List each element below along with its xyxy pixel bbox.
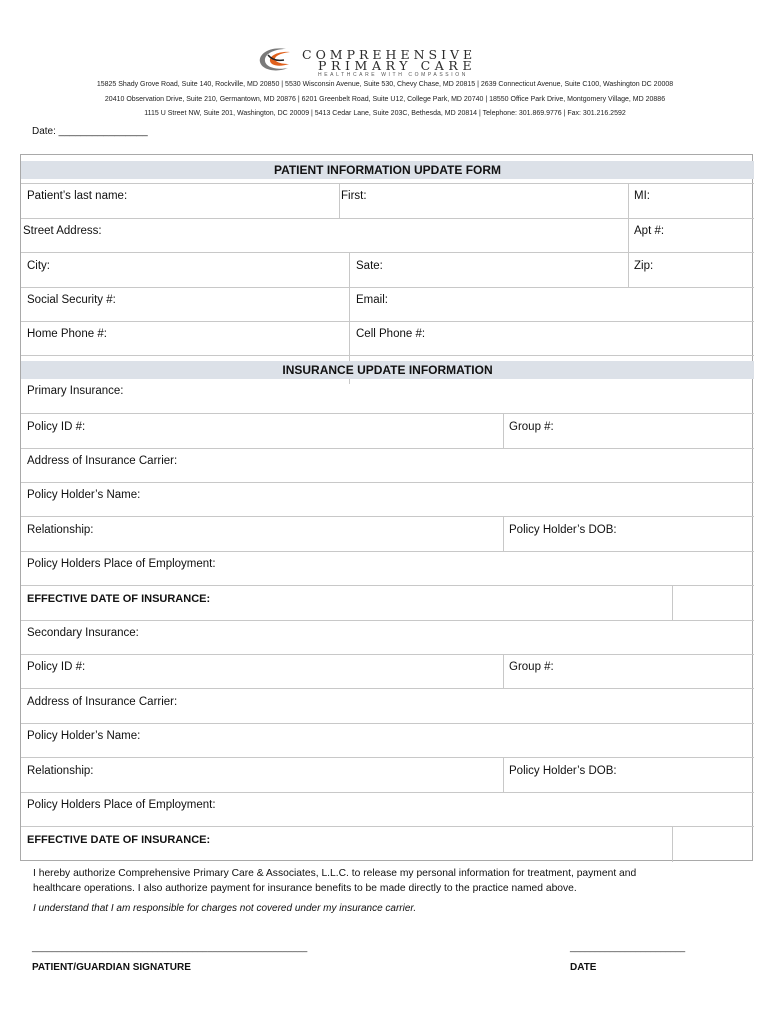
state-field[interactable]: Sate: <box>356 260 383 272</box>
secondary-group-field[interactable]: Group #: <box>509 661 554 673</box>
secondary-employment-field[interactable]: Policy Holders Place of Employment: <box>27 799 216 811</box>
secondary-relationship-field[interactable]: Relationship: <box>27 765 94 777</box>
authorization-text-line2: healthcare operations. I also authorize payment for insurance benefits to be made directly to the practice named above. <box>33 883 577 894</box>
responsibility-statement: I understand that I am responsible for charges not covered under my insurance carrier. <box>33 903 417 914</box>
secondary-carrier-address-field[interactable]: Address of Insurance Carrier: <box>27 696 178 708</box>
street-address-field[interactable]: Street Address: <box>23 225 102 237</box>
signature-date-line[interactable]: _______________________ <box>570 942 686 952</box>
zip-field[interactable]: Zip: <box>634 260 654 272</box>
signature-date-label: DATE <box>570 962 597 973</box>
primary-employment-field[interactable]: Policy Holders Place of Employment: <box>27 558 216 570</box>
address-line-2: 20410 Observation Drive, Suite 210, Germantown, MD 20876 | 6201 Greenbelt Road, Suite U12, College Park, MD 20740 | 18550 Office Park Drive, Montgomery Village, MD 20886 <box>104 96 666 103</box>
primary-group-field[interactable]: Group #: <box>509 421 554 433</box>
logo-tagline: HEALTHCARE WITH COMPASSION <box>318 72 468 78</box>
secondary-holder-dob-field[interactable]: Policy Holder’s DOB: <box>509 765 617 777</box>
signature-line[interactable]: _______________________________________________________ <box>32 942 308 952</box>
primary-holder-name-field[interactable]: Policy Holder’s Name: <box>27 489 141 501</box>
secondary-effective-date-field[interactable]: EFFECTIVE DATE OF INSURANCE: <box>27 834 211 846</box>
primary-policy-id-field[interactable]: Policy ID #: <box>27 421 86 433</box>
patient-section-title: PATIENT INFORMATION UPDATE FORM <box>21 161 754 179</box>
signature-label: PATIENT/GUARDIAN SIGNATURE <box>32 962 191 973</box>
address-line-1: 15825 Shady Grove Road, Suite 140, Rockville, MD 20850 | 5530 Wisconsin Avenue, Suite 530, Chevy Chase, MD 20815 | 2639 Connecticut Avenue, Suite C100, Washington DC 20008 <box>96 81 674 88</box>
logo-swoosh-icon <box>256 46 296 74</box>
secondary-insurance-field[interactable]: Secondary Insurance: <box>27 627 139 639</box>
primary-effective-date-field[interactable]: EFFECTIVE DATE OF INSURANCE: <box>27 593 211 605</box>
date-field[interactable]: Date: ________________ <box>32 126 148 137</box>
last-name-field[interactable]: Patient’s last name: <box>27 190 128 202</box>
practice-logo <box>256 44 526 76</box>
cell-phone-field[interactable]: Cell Phone #: <box>356 328 426 340</box>
apt-field[interactable]: Apt #: <box>634 225 665 237</box>
city-field[interactable]: City: <box>27 260 50 272</box>
insurance-section-title: INSURANCE UPDATE INFORMATION <box>21 361 754 379</box>
primary-relationship-field[interactable]: Relationship: <box>27 524 94 536</box>
primary-carrier-address-field[interactable]: Address of Insurance Carrier: <box>27 455 178 467</box>
primary-holder-dob-field[interactable]: Policy Holder’s DOB: <box>509 524 617 536</box>
first-name-field[interactable]: First: <box>341 190 367 202</box>
authorization-text-line1: I hereby authorize Comprehensive Primary Care & Associates, L.L.C. to release my personal information for treatment, payment and <box>33 868 637 879</box>
primary-insurance-field[interactable]: Primary Insurance: <box>27 385 124 397</box>
address-line-3: 1115 U Street NW, Suite 201, Washington, DC 20009 | 5413 Cedar Lane, Suite 203C, Bethesda, MD 20814 | Telephone: 301.869.9776 | Fax: 301.216.2592 <box>144 110 626 117</box>
ssn-field[interactable]: Social Security #: <box>27 294 116 306</box>
home-phone-field[interactable]: Home Phone #: <box>27 328 107 340</box>
patient-update-form <box>20 154 753 861</box>
email-field[interactable]: Email: <box>356 294 388 306</box>
logo-name-line2: PRIMARY CARE <box>318 58 477 73</box>
secondary-holder-name-field[interactable]: Policy Holder’s Name: <box>27 730 141 742</box>
middle-initial-field[interactable]: MI: <box>634 190 650 202</box>
logo-name-line1: COMPREHENSIVE <box>302 47 477 62</box>
secondary-policy-id-field[interactable]: Policy ID #: <box>27 661 86 673</box>
